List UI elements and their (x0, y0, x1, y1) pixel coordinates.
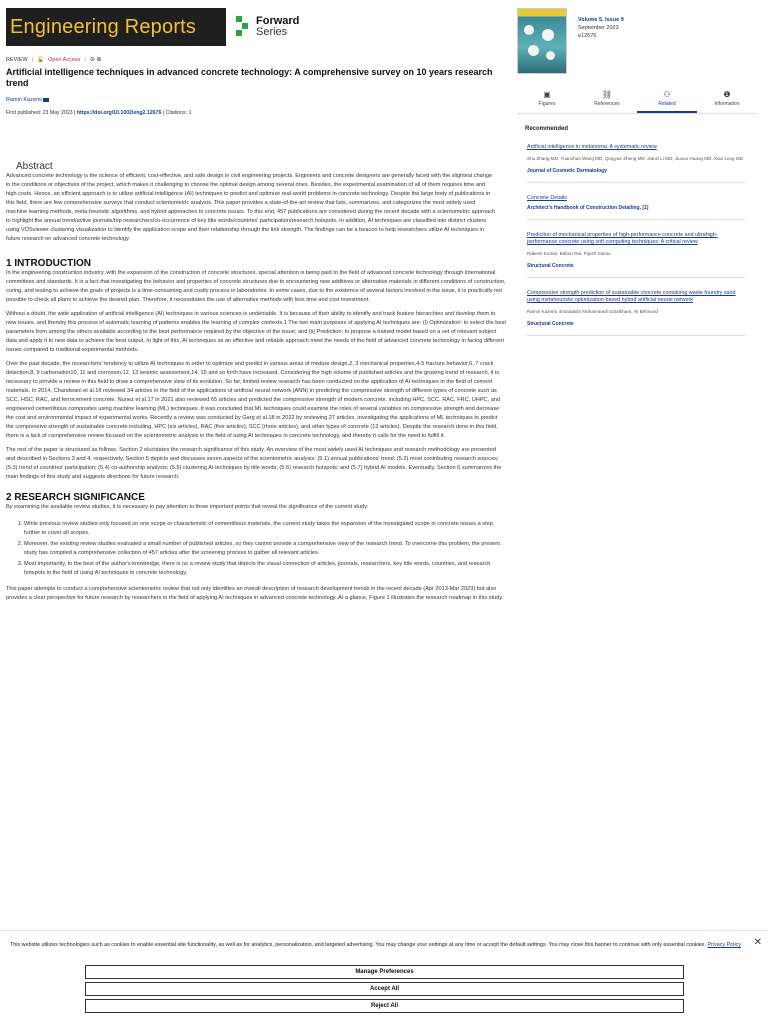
article-main (6, 8, 506, 603)
recommended-authors: Rakesh Kumar, Baboo Rai, Pijush Samui (527, 251, 611, 256)
tab-information[interactable]: ❶ Information (697, 86, 757, 113)
cookie-banner (0, 930, 768, 1025)
intro-paragraph-3: Over the past decade, the researchers' tendency to utilize AI techniques in order to optimize and predict in various areas of mixture design,2, 3 mechanical properties,4-5 fracture behavior,6, 7 crack detection,8, 9 carbonation10, 11 and corrosion,12, 13 seismic assessment,14, 15 and so forth have increased. Considering the high volume of published articles and the growing trend of research, it is necessary to provide a review in this field to draw a comprehensive view of its evolution. So far, limited review research has been conducted on the application of AI techniques in the field of cement materials. In 2014, Chandwani et al.16 reviewed 34 articles in the field of the applications of artificial neural network (ANN) in predicting the compressive strength of different types of concrete such as SCC, HSC, RAC, and ferrocement concrete. Nunez et al.17 in 2021 also reviewed 65 articles and predicted the compressive strength of modern concrete, including HPC, SCC, RAC, FRC, UHPC, and engineered cementitious composites using machine learning (ML) techniques. It was concluded that ML techniques could examine the roles of several variables on compressive strength and decrease the cost and environmental impact of experimental works. Recently a review was conducted by Garg et al.18 in 2022 by reviewing 27 articles, investigating the applications of ML techniques to predict the compressive strength of sustainable concrete including, HPC (six articles), RAC (five articles), SCC (three articles), and other types of concrete (13 articles). Despite the research done in this field, there is a lack of comprehensive review focused on the scientometric analysis in the field of using AI techniques in concrete technology, and thereby it calls for the need to fulfill it. (6, 361, 501, 439)
article-type: REVIEW (6, 56, 28, 63)
first-published: First published: 23 May 2023 (6, 110, 73, 116)
tab-figures[interactable]: ▣ Figures (517, 86, 577, 113)
cookie-text: This website utilizes technologies such as cookies to enable essential site functionality, as well as for analytics, personalization, and targeted advertising. You may change your settings at any time or accept the default settings. You may close this banner to continue with only essential cookies. Privacy Policy (10, 942, 742, 948)
series-line2: Series (256, 26, 288, 38)
journal-name: Engineering Reports (10, 15, 197, 38)
recommended-journal[interactable]: Journal of Cosmetic Dermatology (527, 168, 608, 174)
recommended-journal[interactable]: Structural Concrete (527, 263, 574, 269)
list-item (527, 195, 745, 220)
forward-series-icon (236, 16, 250, 38)
list-item: 2. Moreover, the existing review studies evaluated a small number of published articles, so they cannot provide a comprehensive view of the research trend. To overcome this problem, the present study has compiled a comprehensive collection of 457 articles after the screening process to gather all relevant articles. (24, 540, 506, 558)
sidebar (517, 8, 757, 348)
header-banner-row (6, 8, 506, 46)
recommended-journal[interactable]: Structural Concrete (527, 321, 574, 327)
sidebar-tabs (517, 86, 757, 114)
recommended-title-link[interactable]: Concrete Details (527, 195, 567, 201)
email-icon (43, 98, 49, 102)
intro-paragraph-2: Without a doubt, the wide application of artificial intelligence (AI) techniques in various sciences is undeniable. It is because of their ability to identify and track feature hierarchies and develop them to new issues, and thereby this process of automatic learning of patterns enables the learning of complex contexts.1 The two main purposes of applying AI techniques are: (i) Optimization: to select the best parameters from among the others available according to the best performance required by the objective of the issue; and (ii) Prediction: to propose a trained model based on a set of relevant subject data and apply it to new data to achieve the best output. In light of this, AI techniques as an effective and reliable approach meet the needs of the field of advanced concrete technology in facing different issues compared to traditional experimental methods. (6, 311, 506, 353)
intro-paragraph-4: The rest of the paper is structured as follows. Section 2 elucidates the research significance of this study. An overview of the most widely used AI techniques and research methodology are presented and described in Sections 3 and 4, respectively. Section 5 depicts and discusses seven aspects of the scientometric analysis: (5.1) annual publications' trend; (5.2) most contributing research sources; (5.3) trend of countries' participation; (5.4) co-authorship analysis; (5.5) clustering AI techniques by title words; (5.6) research hotspots; and (5.7) hybrid AI models. Eventually, Section 6 summarizes the main findings of this study and suggests directions for future research. (6, 447, 502, 480)
privacy-policy-link[interactable]: Privacy Policy (707, 942, 742, 948)
journal-banner[interactable] (6, 8, 226, 46)
recommended-title-link[interactable]: Artificial intelligence in melanoma: A systematic review (527, 144, 657, 150)
issue-info (578, 16, 624, 40)
accept-all-button[interactable]: Accept All (85, 982, 684, 996)
abstract-heading: Abstract (16, 161, 53, 172)
journal-cover-image[interactable] (517, 8, 567, 74)
recommended-journal[interactable]: Architect's Handbook of Construction Detailing, [1] (527, 205, 649, 211)
volume-link[interactable]: Volume 5, Issue 9 (578, 17, 624, 23)
intro-paragraph-1: In the engineering construction industry, with the expansion of the construction of concrete structures, special attention is being paid to the field of advanced concrete technology through international committees and standards. It is a fact that investigating the behavior and properties of concrete structures due to encountering new additives or alternative materials in different conditions of construction, curing, and testing to achieve the goals of projects is a time-consuming and costly process in laboratories. In some cases, due to the existence of several factors involved in the issue, it is practically not possible to check all plans to achieve the desired plan. Therefore, it necessitates the use of alternative methods with less time and cost investment. (6, 270, 506, 303)
article-title: Artificial intelligence techniques in advanced concrete technology: A comprehensive survey on 10 years research trend (6, 67, 493, 88)
manage-preferences-button[interactable]: Manage Preferences (85, 965, 684, 979)
introduction-heading: 1 INTRODUCTION (6, 258, 91, 269)
list-item: 1. While previous review studies only focused on one scope or characteristic of cementitious materials, the current study takes the expansion of the investigated scope in concrete issues a step further to cover all scopes. (24, 520, 506, 538)
doi-link[interactable]: https://doi.org/10.1002/eng2.12676 (76, 110, 162, 116)
list-item (527, 232, 745, 278)
recommended-title-link[interactable]: Prediction of mechanical properties of high-performance concrete and ultrahigh-performance concrete using soft computing techniques: A critical review (527, 232, 718, 245)
article-meta-row: REVIEW | 🔓 Open Access | ⊖ ⊕ (6, 56, 102, 63)
abstract-text: Advanced concrete technology is the science of efficient, cost-effective, and safe design in civil engineering projects. Engineers and concrete designers are generally faced with the slightest change in the conditions or objectives of the project, which makes it challenging to choose the optimal design among several ones. Besides, the experimental examination of all of them requires time and high costs. Hence, an efficient approach is to utilize artificial intelligence (AI) techniques to predict and optimize real-world problems in concrete technology. Despite the large body of publications in this field, there are few comprehensive surveys that conduct scientometric analysis. This paper provides a state-of-the-art review that lists, summarizes, and categorizes the most widely used machine learning methods, meta-heuristic algorithms, and hybrid approaches to concrete issues. To this end, 457 publications are considered during the recent decade with a scientometric approach to highlight the annual trend/active journals/top researchers/co-occurrence of key title words/countries' participation/research hotspots. In addition, AI techniques are classified into distinct clusters using VOSviewer clustering visualization to identify the application scope and their relationship through the link strength. The findings can be a beacon to help researchers utilize AI techniques in future research on advanced concrete technology. (6, 173, 496, 242)
recommended-title-link[interactable]: Compressive strength prediction of sustainable concrete containing waste foundry sand using metaheuristic optimization-based hybrid artificial neural network (527, 290, 736, 303)
lock-open-icon: 🔓 (37, 56, 44, 63)
cc-license-icon[interactable]: ⊖ ⊕ (89, 57, 102, 63)
tab-references[interactable]: ⛓ References (577, 86, 637, 113)
figures-icon: ▣ (543, 90, 551, 99)
significance-heading: 2 RESEARCH SIGNIFICANCE (6, 492, 145, 503)
forward-series-logo[interactable] (236, 16, 299, 38)
open-access-label: Open Access (48, 56, 81, 63)
author-link[interactable]: Ramin Kazemi (6, 97, 506, 103)
network-icon: ⚇ (663, 90, 671, 99)
link-icon: ⛓ (601, 90, 613, 99)
series-line1: Forward (256, 15, 300, 27)
list-item (527, 290, 745, 336)
issue-date: September 2023 (578, 25, 619, 31)
significance-list (6, 520, 506, 578)
recommended-heading: Recommended (525, 126, 569, 132)
info-icon: ❶ (723, 90, 731, 99)
article-id: e12676 (578, 33, 597, 39)
publication-info: First published: 23 May 2023 | https://doi.org/10.1002/eng2.12676 | Citations: 1 (6, 110, 192, 116)
significance-intro: By examining the available review studies, it is necessary to pay attention to three important points that reveal the significance of the current study: (6, 504, 369, 510)
citations-count[interactable]: Citations: 1 (165, 110, 192, 116)
reject-all-button[interactable]: Reject All (85, 999, 684, 1013)
close-icon[interactable]: ✕ (753, 937, 762, 948)
recommended-authors: Ramin Kazemi, Emadaldin Mohammadi Golafshani, Ali Behnood (527, 309, 658, 314)
list-item (527, 144, 745, 183)
recommended-list (527, 144, 745, 336)
list-item: 3. Most importantly, to the best of the author's knowledge, there is no a review study that depicts the visual connection of articles, journals, researchers, key title words, countries, and research hotspots in the field of using AI techniques in concrete technology. (24, 560, 506, 578)
recommended-authors: Shu Zhang MD, Yuanzhuo Wang MD, Qingyue Zheng MD, Jianzi Li MD, Jiuxuo Huang MD, Xiao Long MD (527, 156, 744, 161)
significance-outro: This paper attempts to conduct a comprehensive scientometric review that not only identifies an overall description of research development trends in the recent decade (Apr 2013-Mar 2023) but also provides a clear perspective for future research by researchers in the field of applying AI techniques in advanced concrete technology. At a glance, Figure 1 illustrates the research roadmap in this study. (6, 586, 504, 601)
tab-related[interactable]: ⚇ Related (637, 86, 697, 113)
